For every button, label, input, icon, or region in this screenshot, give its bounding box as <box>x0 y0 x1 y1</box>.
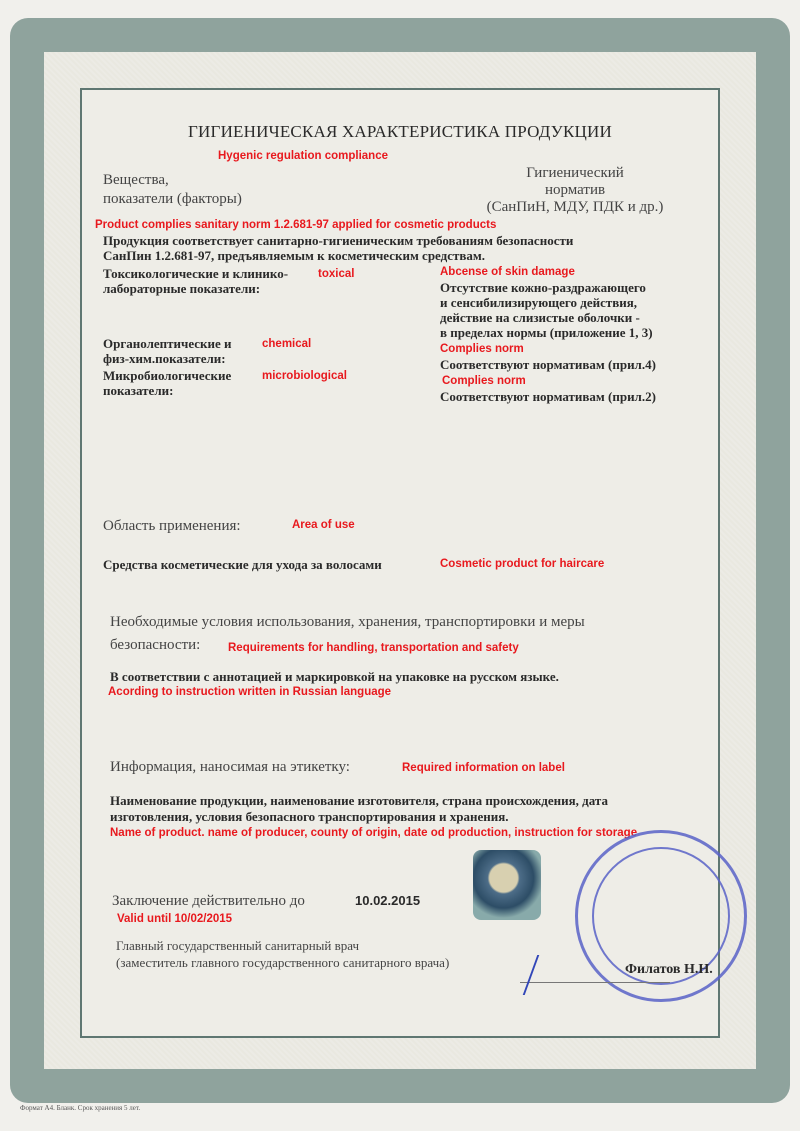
conditions-label: безопасности: <box>110 637 201 653</box>
col-left-header: Вещества, <box>103 172 169 188</box>
chem-norm: Соответствуют нормативам (прил.4) <box>440 357 656 372</box>
document-title: ГИГИЕНИЧЕСКАЯ ХАРАКТЕРИСТИКА ПРОДУКЦИИ <box>188 122 612 141</box>
label-info-label: Информация, наносимая на этикетку: <box>110 759 350 775</box>
tox-label: лабораторные показатели: <box>103 281 261 296</box>
micro-norm: Соответствуют нормативам (прил.2) <box>440 389 656 404</box>
valid-date: 10.02.2015 <box>355 893 421 908</box>
chem-label: Органолептические и <box>103 336 232 351</box>
doctor-title: (заместитель главного государственного санитарного врача) <box>116 955 450 970</box>
tox-norm: действие на слизистые оболочки - <box>440 310 640 325</box>
micro-norm-translation: Complies norm <box>442 375 526 387</box>
conditions-value-translation: Acording to instruction written in Russian language <box>108 686 392 698</box>
valid-translation: Valid until 10/02/2015 <box>117 913 233 925</box>
valid-label: Заключение действительно до <box>112 893 305 909</box>
compliance-translation: Product complies sanitary norm 1.2.681-97 applied for cosmetic products <box>95 219 497 231</box>
conditions-value: В соответствии с аннотацией и маркировкой на упаковке на русском языке. <box>110 669 559 684</box>
tox-norm: в пределах нормы (приложение 1, 3) <box>440 325 653 340</box>
label-info-translation: Required information on label <box>402 762 565 774</box>
micro-label: Микробиологические <box>103 368 232 383</box>
area-value-translation: Cosmetic product for haircare <box>440 558 605 570</box>
signatory-name: Филатов Н.Н. <box>625 962 713 977</box>
tox-label: Токсикологические и клинико- <box>103 266 289 281</box>
footer-note: Формат А4. Бланк. Срок хранения 5 лет. <box>20 1104 141 1112</box>
title-translation: Hygenic regulation compliance <box>218 150 388 162</box>
area-translation: Area of use <box>292 519 355 531</box>
tox-norm: Отсутствие кожно-раздражающего <box>440 280 646 295</box>
area-label: Область применения: <box>103 518 241 534</box>
conditions-translation: Requirements for handling, transportation and safety <box>228 642 519 654</box>
label-info-value: изготовления, условия безопасного транспортирования и хранения. <box>110 809 509 824</box>
label-info-value-translation: Name of product. name of producer, county of origin, date od production, instruction for storage <box>110 827 638 839</box>
col-right-header: (СанПиН, МДУ, ПДК и др.) <box>486 199 664 215</box>
chem-translation: chemical <box>262 338 312 350</box>
conditions-label: Необходимые условия использования, хранения, транспортировки и меры <box>110 614 585 630</box>
doctor-title: Главный государственный санитарный врач <box>116 938 360 953</box>
compliance-text: СанПин 1.2.681-97, предъявляемым к косметическим средствам. <box>103 248 486 263</box>
chem-norm-translation: Complies norm <box>440 343 524 355</box>
tox-norm-translation: Abcense of skin damage <box>440 266 575 278</box>
area-value: Средства косметические для ухода за волосами <box>103 557 382 572</box>
col-right-header: Гигиенический <box>526 165 624 181</box>
hologram-sticker <box>473 850 541 920</box>
tox-translation: toxical <box>318 268 355 280</box>
micro-translation: microbiological <box>262 370 347 382</box>
col-right-header: норматив <box>544 182 606 198</box>
chem-label: физ-хим.показатели: <box>103 351 226 366</box>
compliance-text: Продукция соответствует санитарно-гигиеническим требованиям безопасности <box>103 233 574 248</box>
tox-norm: и сенсибилизирующего действия, <box>440 295 638 310</box>
label-info-value: Наименование продукции, наименование изготовителя, страна происхождения, дата <box>110 793 608 808</box>
micro-label: показатели: <box>103 383 174 398</box>
col-left-header: показатели (факторы) <box>103 191 242 207</box>
